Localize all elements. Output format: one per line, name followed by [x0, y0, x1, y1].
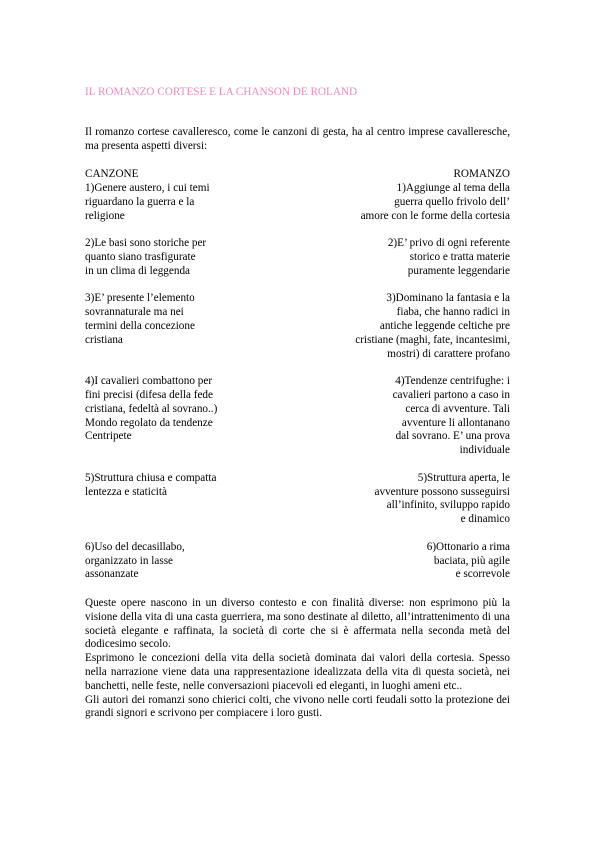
cell-line: storico e tratta materie — [409, 250, 510, 263]
cell-line: sovrannaturale ma nei — [85, 306, 184, 319]
cell-line: guerra quello frivolo dell’ — [394, 195, 510, 208]
romanzo-cell — [361, 182, 510, 223]
cell-line: 6)Uso del decasillabo, — [85, 540, 185, 553]
cell-line: 2)E’ privo di ogni referente — [387, 237, 510, 250]
romanzo-cell — [388, 237, 510, 278]
cell-line: organizzato in lasse — [85, 554, 174, 567]
cell-line: 3)Dominano la fantasia e la — [386, 292, 510, 305]
cell-line: fiaba, che hanno radici in — [396, 306, 510, 319]
canzone-cell — [85, 375, 217, 444]
cell-line: 5)Struttura aperta, le — [417, 471, 510, 484]
canzone-cell — [85, 292, 195, 347]
cell-line: puramente leggendarie — [407, 264, 510, 277]
cell-line: cristiana, fedeltà al sovrano..) — [85, 402, 218, 415]
cell-line: 3)E’ presente l’elemento — [85, 292, 195, 305]
cell-line: cristiane (maghi, fate, incantesimi, — [355, 333, 510, 346]
cell-line: amore con le forme della cortesia — [360, 209, 510, 222]
comparison-row — [85, 237, 510, 278]
cell-line: dal sovrano. E’ una prova — [395, 430, 510, 443]
cell-line: cerca di avventure. Tali — [405, 402, 510, 415]
comparison-row — [85, 292, 510, 361]
cell-line: 1)Genere austero, i cui temi — [85, 182, 210, 194]
comparison-row — [85, 472, 510, 527]
comparison-table — [85, 168, 510, 582]
cell-line: Centripete — [85, 430, 132, 443]
document-title: IL ROMANZO CORTESE E LA CHANSON DE ROLAND — [85, 86, 358, 98]
cell-line: 4)Tendenze centrifughe: i — [395, 375, 510, 388]
cell-line: Mondo regolato da tendenze — [85, 416, 213, 429]
closing-paragraph: Queste opere nascono in un diverso contesto e con finalità diverse: non esprimono più la visione della vita di una casta guerriera, ma sono destinate al diletto, all’intrattenimento di una società elegante e raffinata, la società di corte che si è affermata nella seconda metà del dodicesimo secolo. — [85, 597, 510, 651]
romanzo-cell — [355, 292, 510, 361]
closing-paragraph: Esprimono le concezioni della vita della società dominata dai valori della cortesia. Spesso nella narrazione viene data una rappresentazione idealizzata della vita di questa società, nei banchetti, nelle feste, nelle conversazioni piacevoli ed eleganti, in luoghi ameni etc.. — [85, 652, 510, 692]
cell-line: lentezza e staticità — [85, 485, 167, 498]
romanzo-heading: ROMANZO — [453, 168, 510, 180]
cell-line: antiche leggende celtiche pre — [379, 319, 510, 332]
cell-line: avventure possono susseguirsi — [374, 485, 510, 498]
comparison-row — [85, 182, 510, 223]
cell-line: e scorrevole — [455, 568, 510, 581]
cell-line: termini della concezione — [85, 319, 195, 332]
cell-line: quanto siano trasfigurate — [85, 250, 196, 263]
romanzo-cell — [393, 375, 510, 458]
romanzo-cell — [375, 472, 510, 527]
cell-line: cristiana — [85, 333, 123, 346]
cell-line: avventure li allontanano — [401, 416, 510, 429]
canzone-heading: CANZONE — [85, 168, 139, 180]
closing-paragraph: Gli autori dei romanzi sono chierici colti, che vivono nelle corti feudali sotto la protezione dei grandi signori e scrivono per compiacere i loro gusti. — [85, 693, 510, 720]
intro-paragraph: Il romanzo cortese cavalleresco, come le canzoni di gesta, ha al centro imprese cavalleresche, ma presenta aspetti diversi: — [85, 126, 510, 152]
cell-line: baciata, più agile — [433, 554, 510, 567]
canzone-cell — [85, 237, 206, 278]
cell-line: 1)Aggiunge al tema della — [396, 182, 510, 194]
cell-line: mostri) di carattere profano — [387, 347, 510, 360]
cell-line: all’infinito, sviluppo rapido — [386, 499, 510, 512]
comparison-rows — [85, 182, 510, 582]
cell-line: e dinamico — [460, 513, 510, 526]
canzone-cell — [85, 182, 210, 223]
cell-line: 2)Le basi sono storiche per — [85, 237, 207, 250]
comparison-header — [85, 168, 510, 182]
cell-line: 5)Struttura chiusa e compatta — [85, 471, 217, 484]
comparison-row — [85, 541, 510, 582]
canzone-cell — [85, 472, 216, 500]
cell-line: assonanzate — [85, 568, 139, 581]
closing-text — [85, 597, 510, 721]
cell-line: fini precisi (difesa della fede — [85, 388, 213, 401]
comparison-row — [85, 375, 510, 458]
cell-line: 4)I cavalieri combattono per — [85, 375, 213, 388]
canzone-cell — [85, 541, 185, 582]
cell-line: in un clima di leggenda — [85, 264, 191, 277]
cell-line: riguardano la guerra e la — [85, 195, 195, 208]
cell-line: individuale — [459, 444, 510, 457]
cell-line: cavalieri partono a caso in — [392, 388, 510, 401]
cell-line: 6)Ottonario a rima — [426, 540, 510, 553]
cell-line: religione — [85, 209, 125, 222]
romanzo-cell — [427, 541, 510, 582]
